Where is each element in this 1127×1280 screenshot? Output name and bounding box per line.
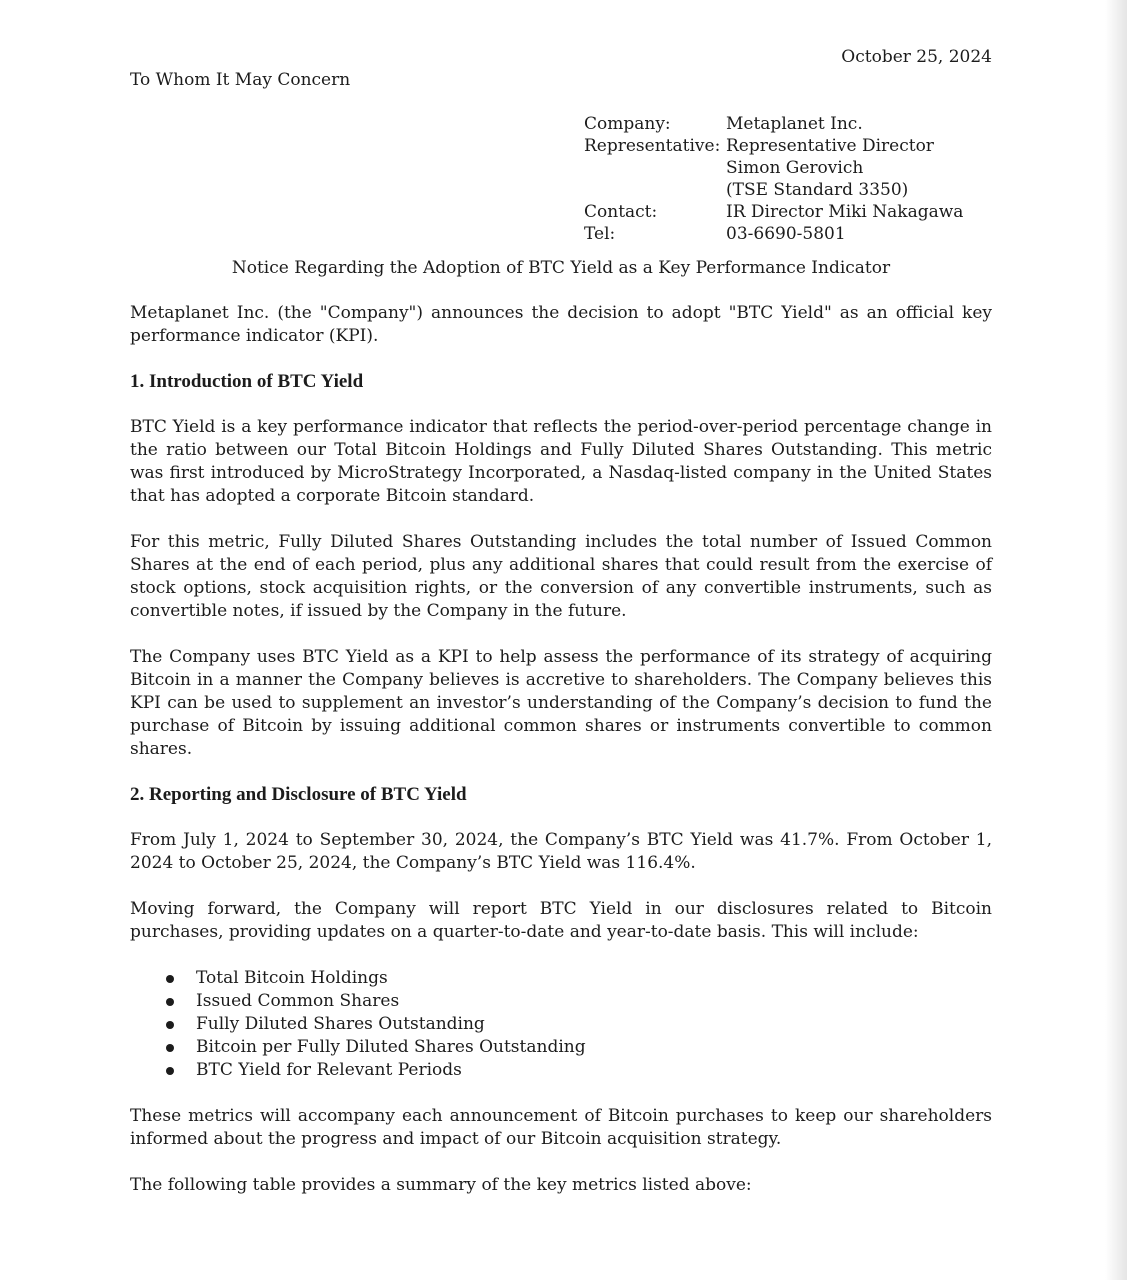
notice-title: Notice Regarding the Adoption of BTC Yield as a Key Performance Indicator xyxy=(231,258,891,278)
closing-paragraph: These metrics will accompany each announcement of Bitcoin purchases to keep our shareholders informed about the progress and impact of our Bitcoin acquisition strategy. xyxy=(130,1106,992,1149)
table-intro-paragraph: The following table provides a summary of the key metrics listed above: xyxy=(130,1175,752,1195)
list-item xyxy=(130,1059,992,1082)
contact-label: Contact: xyxy=(584,202,658,222)
contact-value: IR Director Miki Nakagawa xyxy=(726,202,964,222)
letter-date: October 25, 2024 xyxy=(841,47,992,67)
ticker-code: (TSE Standard 3350) xyxy=(726,180,909,200)
company-value: Metaplanet Inc. xyxy=(726,114,863,134)
representative-title: Representative Director xyxy=(726,136,934,156)
representative-label: Representative: xyxy=(584,136,721,156)
section-1-paragraph: The Company uses BTC Yield as a KPI to help assess the performance of its strategy of acquiring Bitcoin in a manner the Company believes is accretive to shareholders. The Company believes this KPI can be used to supplement an investor’s understanding of the Company’s decision to fund the purchase of Bitcoin by issuing additional common shares or instruments convertible to common shares. xyxy=(130,647,992,759)
scan-edge-shadow xyxy=(1105,0,1127,1280)
tel-value: 03-6690-5801 xyxy=(726,224,846,244)
representative-name: Simon Gerovich xyxy=(726,158,864,178)
bullet-icon xyxy=(166,998,174,1006)
section-2-paragraph: From July 1, 2024 to September 30, 2024, the Company’s BTC Yield was 41.7%. From October 1, 2024 to October 25, 2024, the Company’s BTC Yield was 116.4%. xyxy=(130,830,992,873)
bullet-icon xyxy=(166,1021,174,1029)
list-item xyxy=(130,1013,992,1036)
list-item-label: Bitcoin per Fully Diluted Shares Outstanding xyxy=(196,1037,586,1057)
section-2-heading: 2. Reporting and Disclosure of BTC Yield xyxy=(130,784,467,805)
list-item xyxy=(130,1036,992,1059)
bullet-icon xyxy=(166,975,174,983)
list-item-label: Total Bitcoin Holdings xyxy=(196,968,388,988)
section-2-paragraph: Moving forward, the Company will report BTC Yield in our disclosures related to Bitcoin purchases, providing updates on a quarter-to-date and year-to-date basis. This will include: xyxy=(130,899,992,942)
company-label: Company: xyxy=(584,114,671,134)
salutation: To Whom It May Concern xyxy=(130,70,351,90)
company-info-block xyxy=(584,113,992,245)
meta-spacer xyxy=(584,157,726,179)
bullet-icon xyxy=(166,1044,174,1052)
list-item-label: Fully Diluted Shares Outstanding xyxy=(196,1014,485,1034)
meta-spacer xyxy=(584,179,726,201)
section-1-heading: 1. Introduction of BTC Yield xyxy=(130,371,364,392)
intro-paragraph: Metaplanet Inc. (the "Company") announces the decision to adopt "BTC Yield" as an official key performance indicator (KPI). xyxy=(130,303,992,346)
list-item-label: BTC Yield for Relevant Periods xyxy=(196,1060,462,1080)
section-1-paragraph: For this metric, Fully Diluted Shares Outstanding includes the total number of Issued Common Shares at the end of each period, plus any additional shares that could result from the exercise of stock options, stock acquisition rights, or the conversion of any convertible instruments, such as convertible notes, if issued by the Company in the future. xyxy=(130,532,992,621)
tel-label: Tel: xyxy=(584,224,616,244)
metrics-list xyxy=(130,967,992,1082)
section-1-paragraph: BTC Yield is a key performance indicator that reflects the period-over-period percentage change in the ratio between our Total Bitcoin Holdings and Fully Diluted Shares Outstanding. This metric was first introduced by MicroStrategy Incorporated, a Nasdaq-listed company in the United States that has adopted a corporate Bitcoin standard. xyxy=(130,417,992,506)
bullet-icon xyxy=(166,1067,174,1075)
list-item-label: Issued Common Shares xyxy=(196,991,400,1011)
list-item xyxy=(130,967,992,990)
list-item xyxy=(130,990,992,1013)
document-page xyxy=(130,46,992,1197)
